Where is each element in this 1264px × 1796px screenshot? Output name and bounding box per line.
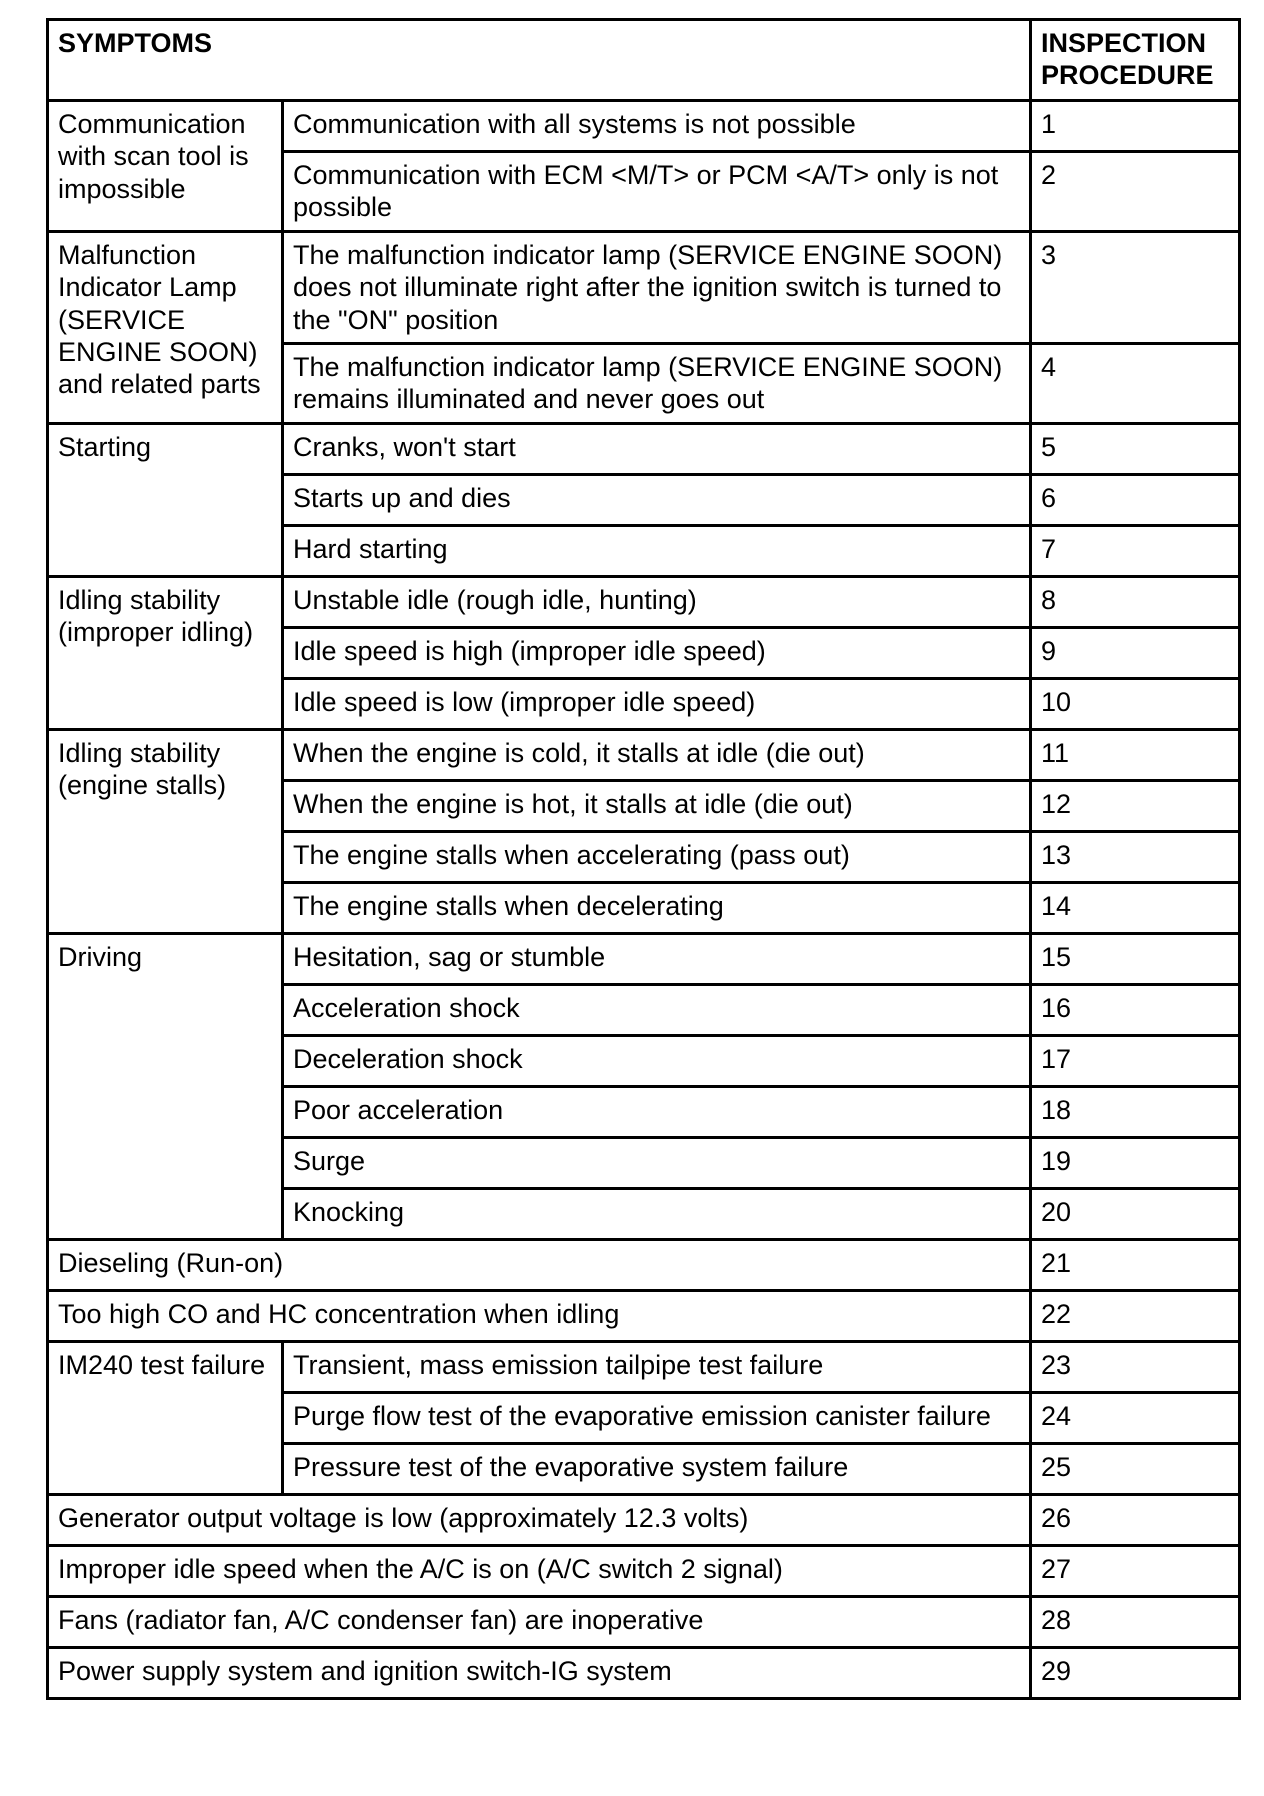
procedure-cell: 29 (1031, 1647, 1240, 1698)
procedure-cell: 11 (1031, 729, 1240, 780)
table-row (48, 1239, 1240, 1290)
symptom-full-cell: Fans (radiator fan, A/C condenser fan) are inoperative (48, 1596, 1031, 1647)
procedure-cell: 12 (1031, 780, 1240, 831)
symptom-cell: The engine stalls when accelerating (pass out) (283, 831, 1031, 882)
procedure-cell: 18 (1031, 1086, 1240, 1137)
procedure-cell: 21 (1031, 1239, 1240, 1290)
symptom-cell: Deceleration shock (283, 1035, 1031, 1086)
table-row (48, 101, 1240, 152)
symptom-cell: Idle speed is high (improper idle speed) (283, 627, 1031, 678)
table-row (48, 1290, 1240, 1341)
symptom-cell: Starts up and dies (283, 474, 1031, 525)
procedure-cell: 3 (1031, 231, 1240, 343)
procedure-cell: 9 (1031, 627, 1240, 678)
procedure-cell: 14 (1031, 882, 1240, 933)
symptom-cell: Communication with all systems is not possible (283, 101, 1031, 152)
procedure-cell: 15 (1031, 933, 1240, 984)
procedure-cell: 26 (1031, 1494, 1240, 1545)
symptom-cell: The malfunction indicator lamp (SERVICE ENGINE SOON) remains illuminated and never goes out (283, 343, 1031, 423)
table-row (48, 1545, 1240, 1596)
procedure-cell: 17 (1031, 1035, 1240, 1086)
symptom-group-cell: Malfunction Indicator Lamp (SERVICE ENGINE SOON) and related parts (48, 231, 283, 423)
procedure-cell: 2 (1031, 152, 1240, 232)
procedure-cell: 4 (1031, 343, 1240, 423)
symptom-full-cell: Improper idle speed when the A/C is on (A/C switch 2 signal) (48, 1545, 1031, 1596)
table-row (48, 576, 1240, 627)
inspection-procedure-header-cell: INSPECTION PROCEDURE (1031, 20, 1240, 101)
symptom-cell: Cranks, won't start (283, 423, 1031, 474)
symptom-full-cell: Generator output voltage is low (approximately 12.3 volts) (48, 1494, 1031, 1545)
procedure-cell: 20 (1031, 1188, 1240, 1239)
procedure-cell: 19 (1031, 1137, 1240, 1188)
procedure-cell: 10 (1031, 678, 1240, 729)
symptom-cell: The malfunction indicator lamp (SERVICE ENGINE SOON) does not illuminate right after the ignition switch is turned to the "ON" position (283, 231, 1031, 343)
procedure-cell: 13 (1031, 831, 1240, 882)
procedure-cell: 27 (1031, 1545, 1240, 1596)
table-row (48, 423, 1240, 474)
table-header-row (48, 20, 1240, 101)
symptoms-header-cell: SYMPTOMS (48, 20, 1031, 101)
symptom-group-cell: IM240 test failure (48, 1341, 283, 1494)
symptom-full-cell: Power supply system and ignition switch-IG system (48, 1647, 1031, 1698)
procedure-cell: 22 (1031, 1290, 1240, 1341)
symptom-cell: Communication with ECM <M/T> or PCM <A/T> only is not possible (283, 152, 1031, 232)
symptom-cell: When the engine is cold, it stalls at idle (die out) (283, 729, 1031, 780)
table-row (48, 933, 1240, 984)
symptom-full-cell: Too high CO and HC concentration when idling (48, 1290, 1031, 1341)
symptom-group-cell: Communication with scan tool is impossible (48, 101, 283, 232)
symptom-cell: Transient, mass emission tailpipe test failure (283, 1341, 1031, 1392)
symptom-group-cell: Idling stability (engine stalls) (48, 729, 283, 933)
procedure-cell: 25 (1031, 1443, 1240, 1494)
procedure-cell: 28 (1031, 1596, 1240, 1647)
symptom-cell: Hesitation, sag or stumble (283, 933, 1031, 984)
procedure-cell: 16 (1031, 984, 1240, 1035)
procedure-cell: 23 (1031, 1341, 1240, 1392)
symptom-full-cell: Dieseling (Run-on) (48, 1239, 1031, 1290)
symptom-cell: Unstable idle (rough idle, hunting) (283, 576, 1031, 627)
procedure-cell: 1 (1031, 101, 1240, 152)
symptom-cell: Hard starting (283, 525, 1031, 576)
procedure-cell: 6 (1031, 474, 1240, 525)
symptom-cell: Knocking (283, 1188, 1031, 1239)
symptom-cell: The engine stalls when decelerating (283, 882, 1031, 933)
symptom-cell: Idle speed is low (improper idle speed) (283, 678, 1031, 729)
symptom-cell: Pressure test of the evaporative system failure (283, 1443, 1031, 1494)
procedure-cell: 24 (1031, 1392, 1240, 1443)
symptom-cell: Surge (283, 1137, 1031, 1188)
table-row (48, 729, 1240, 780)
procedure-cell: 7 (1031, 525, 1240, 576)
table-row (48, 1647, 1240, 1698)
symptoms-table (46, 18, 1241, 1700)
symptom-group-cell: Starting (48, 423, 283, 576)
symptom-cell: When the engine is hot, it stalls at idle (die out) (283, 780, 1031, 831)
procedure-cell: 5 (1031, 423, 1240, 474)
procedure-cell: 8 (1031, 576, 1240, 627)
table-row (48, 1341, 1240, 1392)
symptom-cell: Acceleration shock (283, 984, 1031, 1035)
table-row (48, 231, 1240, 343)
symptom-group-cell: Driving (48, 933, 283, 1239)
table-row (48, 1596, 1240, 1647)
symptom-cell: Poor acceleration (283, 1086, 1031, 1137)
symptom-cell: Purge flow test of the evaporative emission canister failure (283, 1392, 1031, 1443)
table-row (48, 1494, 1240, 1545)
symptom-group-cell: Idling stability (improper idling) (48, 576, 283, 729)
